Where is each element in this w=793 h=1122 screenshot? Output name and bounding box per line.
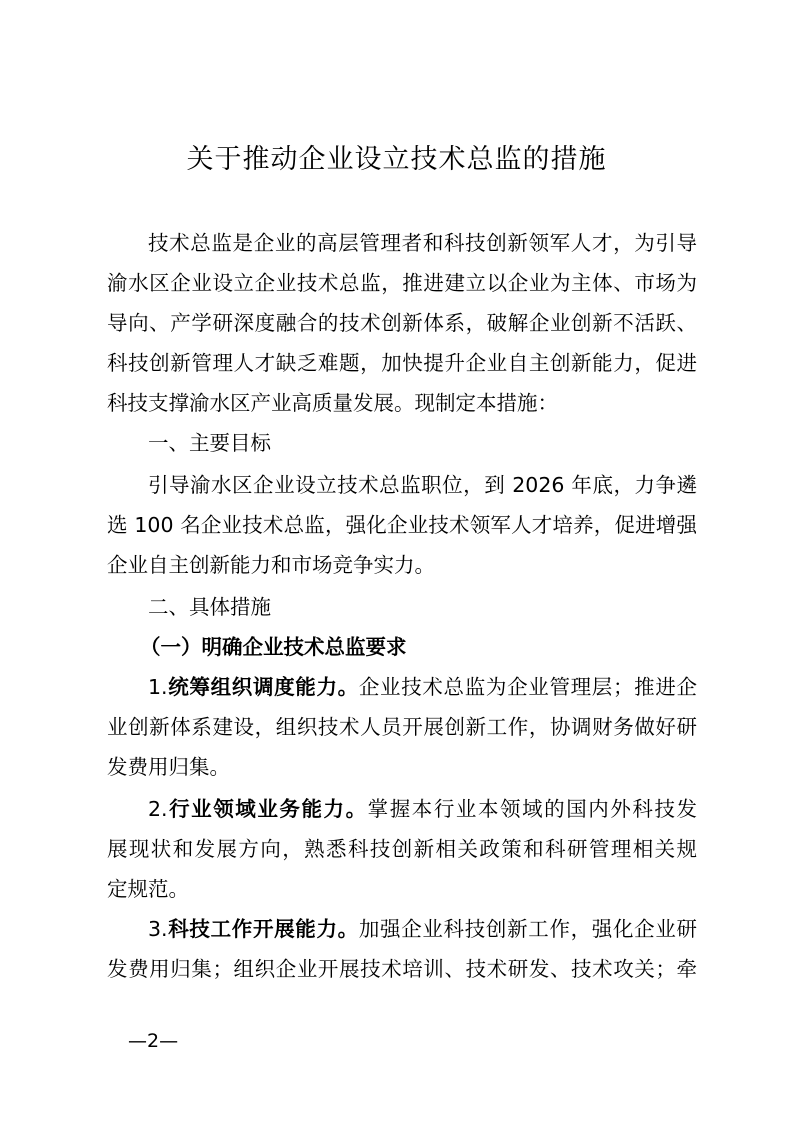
page-number: —2— xyxy=(128,1030,179,1052)
paragraph-line: 发费用归集；组织企业开展技术培训、技术研发、技术攻关；牵 xyxy=(107,957,697,981)
paragraph-line: 渝水区企业设立企业技术总监，推进建立以企业为主体、市场为 xyxy=(107,271,697,295)
item-text: 掌握本行业本领域的国内外科技发 xyxy=(367,797,698,821)
list-item-line xyxy=(148,914,697,944)
paragraph-line: 企业自主创新能力和市场竞争实力。 xyxy=(107,553,435,577)
item-number: 3. xyxy=(148,917,168,941)
paragraph-line: 展现状和发展方向，熟悉科技创新相关政策和科研管理相关规 xyxy=(107,837,697,861)
subsection-heading: （一）明确企业技术总监要求 xyxy=(140,635,407,659)
item-text: 加强企业科技创新工作，强化企业研 xyxy=(358,917,698,941)
list-item-line xyxy=(148,672,697,702)
document-title: 关于推动企业设立技术总监的措施 xyxy=(186,144,607,175)
paragraph-line: 技术总监是企业的高层管理者和科技创新领军人才，为引导 xyxy=(148,231,697,255)
item-number: 1. xyxy=(148,675,168,699)
paragraph-line: 发费用归集。 xyxy=(107,755,230,779)
item-text: 企业技术总监为企业管理层；推进企 xyxy=(358,675,698,699)
paragraph-line: 引导渝水区企业设立技术总监职位，到 2026 年底，力争遴 xyxy=(148,473,697,497)
paragraph-line: 科技支撑渝水区产业高质量发展。现制定本措施： xyxy=(107,391,558,415)
paragraph-line: 科技创新管理人才缺乏难题，加快提升企业自主创新能力，促进 xyxy=(107,351,697,375)
section-heading: 一、主要目标 xyxy=(148,431,271,455)
paragraph-line: 导向、产学研深度融合的技术创新体系，破解企业创新不活跃、 xyxy=(107,311,697,335)
paragraph-line: 定规范。 xyxy=(107,877,189,901)
section-heading: 二、具体措施 xyxy=(148,595,271,619)
item-number: 2. xyxy=(148,797,168,821)
paragraph-line: 业创新体系建设，组织技术人员开展创新工作，协调财务做好研 xyxy=(107,715,697,739)
paragraph-line: 选 100 名企业技术总监，强化企业技术领军人才培养，促进增强 xyxy=(107,513,697,537)
item-heading: 统筹组织调度能力。 xyxy=(167,675,359,699)
item-heading: 科技工作开展能力。 xyxy=(167,917,359,941)
item-heading: 行业领域业务能力。 xyxy=(167,797,368,821)
list-item-line xyxy=(148,794,697,824)
